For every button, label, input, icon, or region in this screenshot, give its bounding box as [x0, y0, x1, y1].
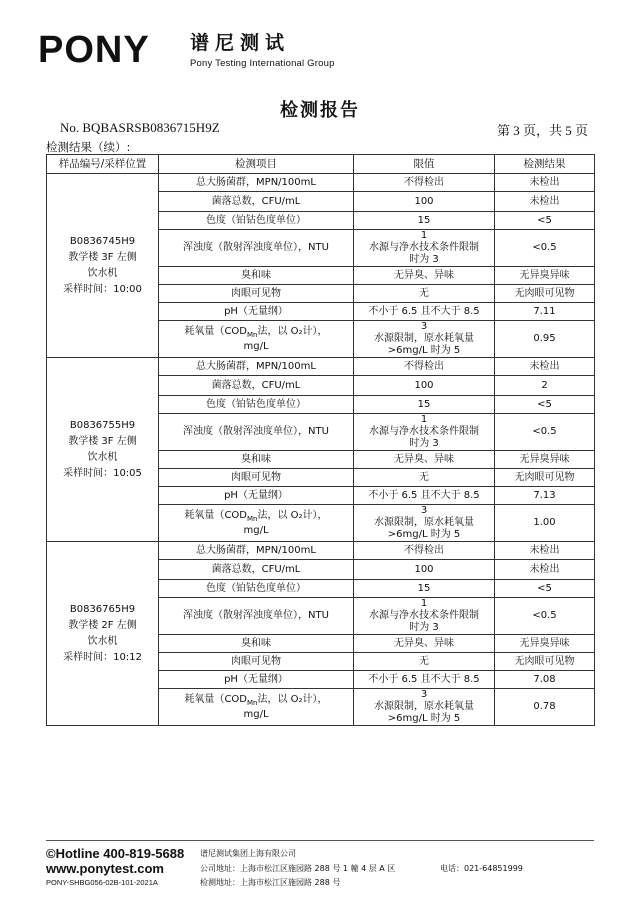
logo-company-en: Pony Testing International Group: [190, 58, 335, 69]
result-cell: 7.11: [495, 303, 595, 321]
results-body: [47, 174, 595, 726]
item-cell: 臭和味: [159, 267, 354, 285]
limit-cell: 无: [354, 469, 495, 487]
item-cell: 菌落总数，CFU/mL: [159, 560, 354, 580]
result-cell: 7.08: [495, 671, 595, 689]
sample-location: 教学楼 3F 左侧: [68, 435, 137, 447]
result-cell: <5: [495, 396, 595, 414]
result-cell: <0.5: [495, 598, 595, 635]
section-label: 检测结果（续）:: [46, 140, 131, 154]
logo-company-cn: 谱尼测试: [190, 32, 291, 54]
limit-cell: 100: [354, 192, 495, 212]
sample-sampling-time: 采样时间：10:05: [63, 467, 142, 479]
item-cell: 菌落总数，CFU/mL: [159, 192, 354, 212]
item-cell: 总大肠菌群，MPN/100mL: [159, 358, 354, 376]
page-info: 第 3 页，共 5 页: [496, 123, 588, 138]
item-cell: 色度（铂钴色度单位）: [159, 396, 354, 414]
item-cell: 浑浊度（散射浑浊度单位），NTU: [159, 598, 354, 635]
limit-cell: 无异臭、异味: [354, 635, 495, 653]
limit-cell: 不小于 6.5 且不大于 8.5: [354, 487, 495, 505]
item-cell: 耗氧量（$COD_{Mn}$法，以 O₂计）， mg/L: [159, 505, 354, 542]
header-sample: 样品编号/采样位置: [47, 155, 159, 174]
table-row: [47, 174, 595, 192]
limit-cell: 无: [354, 653, 495, 671]
result-cell: 7.13: [495, 487, 595, 505]
limit-cell: 不得检出: [354, 174, 495, 192]
result-cell: 未检出: [495, 174, 595, 192]
limit-cell: 15: [354, 580, 495, 598]
limit-cell: 1 水源与净水技术条件限制 时为 3: [354, 230, 495, 267]
hotline-text: Hotline 400-819-5688: [55, 846, 185, 861]
sample-location: 教学楼 3F 左侧: [68, 251, 137, 263]
footer-company: 谱尼测试集团上海有限公司: [200, 849, 296, 858]
table-header-row: [47, 155, 595, 174]
item-cell: 臭和味: [159, 635, 354, 653]
limit-cell: 无异臭、异味: [354, 267, 495, 285]
result-cell: <0.5: [495, 414, 595, 451]
item-cell: 肉眼可见物: [159, 653, 354, 671]
limit-cell: 15: [354, 212, 495, 230]
result-cell: 无异臭异味: [495, 267, 595, 285]
sample-cell: [47, 358, 159, 542]
report-title: 检测报告: [280, 100, 360, 121]
limit-cell: 3 水源限制，原水耗氧量 >6mg/L 时为 5: [354, 321, 495, 358]
sample-cell: [47, 542, 159, 726]
result-cell: 无肉眼可见物: [495, 285, 595, 303]
item-cell: 总大肠菌群，MPN/100mL: [159, 542, 354, 560]
table-row: [47, 542, 595, 560]
item-cell: 色度（铂钴色度单位）: [159, 580, 354, 598]
result-cell: 无异臭异味: [495, 451, 595, 469]
sample-sample-id: B0836745H9: [69, 235, 136, 247]
sample-sample-id: B0836765H9: [69, 603, 136, 615]
logo-wordmark: PONY: [38, 29, 150, 71]
item-cell: 耗氧量（$COD_{Mn}$法，以 O₂计）， mg/L: [159, 689, 354, 726]
result-cell: 无异臭异味: [495, 635, 595, 653]
sample-device: 饮水机: [87, 267, 118, 279]
result-cell: 无肉眼可见物: [495, 653, 595, 671]
sample-device: 饮水机: [87, 451, 118, 463]
result-cell: 未检出: [495, 560, 595, 580]
sample-location: 教学楼 2F 左侧: [68, 619, 137, 631]
lab-address: 检测地址：上海市松江区施园路 288 号: [200, 878, 341, 887]
hotline: [46, 846, 184, 861]
result-cell: 无肉眼可见物: [495, 469, 595, 487]
limit-cell: 无异臭、异味: [354, 451, 495, 469]
sample-cell: [47, 174, 159, 358]
limit-cell: 不得检出: [354, 542, 495, 560]
result-cell: 未检出: [495, 192, 595, 212]
result-cell: 未检出: [495, 358, 595, 376]
item-cell: 耗氧量（$COD_{Mn}$法，以 O₂计）， mg/L: [159, 321, 354, 358]
copyright-c-icon: ©: [46, 846, 56, 861]
item-cell: pH（无量纲）: [159, 303, 354, 321]
item-cell: 肉眼可见物: [159, 285, 354, 303]
result-cell: 未检出: [495, 542, 595, 560]
limit-cell: 100: [354, 560, 495, 580]
limit-cell: 不小于 6.5 且不大于 8.5: [354, 671, 495, 689]
result-cell: <5: [495, 580, 595, 598]
footer-divider: [46, 840, 594, 841]
result-cell: 0.78: [495, 689, 595, 726]
limit-cell: 3 水源限制，原水耗氧量 >6mg/L 时为 5: [354, 505, 495, 542]
limit-cell: 不得检出: [354, 358, 495, 376]
website: www.ponytest.com: [46, 861, 164, 876]
doc-number: PONY-SHBG056-02B-101-2021A: [46, 878, 158, 887]
sample-sampling-time: 采样时间：10:00: [63, 283, 142, 295]
limit-cell: 不小于 6.5 且不大于 8.5: [354, 303, 495, 321]
result-cell: 0.95: [495, 321, 595, 358]
limit-cell: 1 水源与净水技术条件限制 时为 3: [354, 414, 495, 451]
result-cell: <5: [495, 212, 595, 230]
item-cell: 色度（铂钴色度单位）: [159, 212, 354, 230]
sample-sample-id: B0836755H9: [69, 419, 136, 431]
item-cell: pH（无量纲）: [159, 487, 354, 505]
sample-device: 饮水机: [87, 635, 118, 647]
footer-phone: 电话：021-64851999: [440, 864, 523, 873]
results-table: [46, 154, 595, 726]
limit-cell: 无: [354, 285, 495, 303]
item-cell: 总大肠菌群，MPN/100mL: [159, 174, 354, 192]
item-cell: 肉眼可见物: [159, 469, 354, 487]
table-row: [47, 358, 595, 376]
header-limit: 限值: [354, 155, 495, 174]
item-cell: pH（无量纲）: [159, 671, 354, 689]
item-cell: 臭和味: [159, 451, 354, 469]
item-cell: 菌落总数，CFU/mL: [159, 376, 354, 396]
result-cell: 1.00: [495, 505, 595, 542]
limit-cell: 1 水源与净水技术条件限制 时为 3: [354, 598, 495, 635]
item-cell: 浑浊度（散射浑浊度单位），NTU: [159, 414, 354, 451]
header-result: 检测结果: [495, 155, 595, 174]
company-address: 公司地址：上海市松江区施园路 288 号 1 幢 4 层 A 区: [200, 864, 396, 873]
header-item: 检测项目: [159, 155, 354, 174]
company-logo: [38, 30, 338, 74]
result-cell: <0.5: [495, 230, 595, 267]
limit-cell: 3 水源限制，原水耗氧量 >6mg/L 时为 5: [354, 689, 495, 726]
result-cell: 2: [495, 376, 595, 396]
report-number: No. BQBASRSB0836715H9Z: [60, 120, 220, 135]
item-cell: 浑浊度（散射浑浊度单位），NTU: [159, 230, 354, 267]
limit-cell: 100: [354, 376, 495, 396]
limit-cell: 15: [354, 396, 495, 414]
sample-sampling-time: 采样时间：10:12: [63, 651, 142, 663]
